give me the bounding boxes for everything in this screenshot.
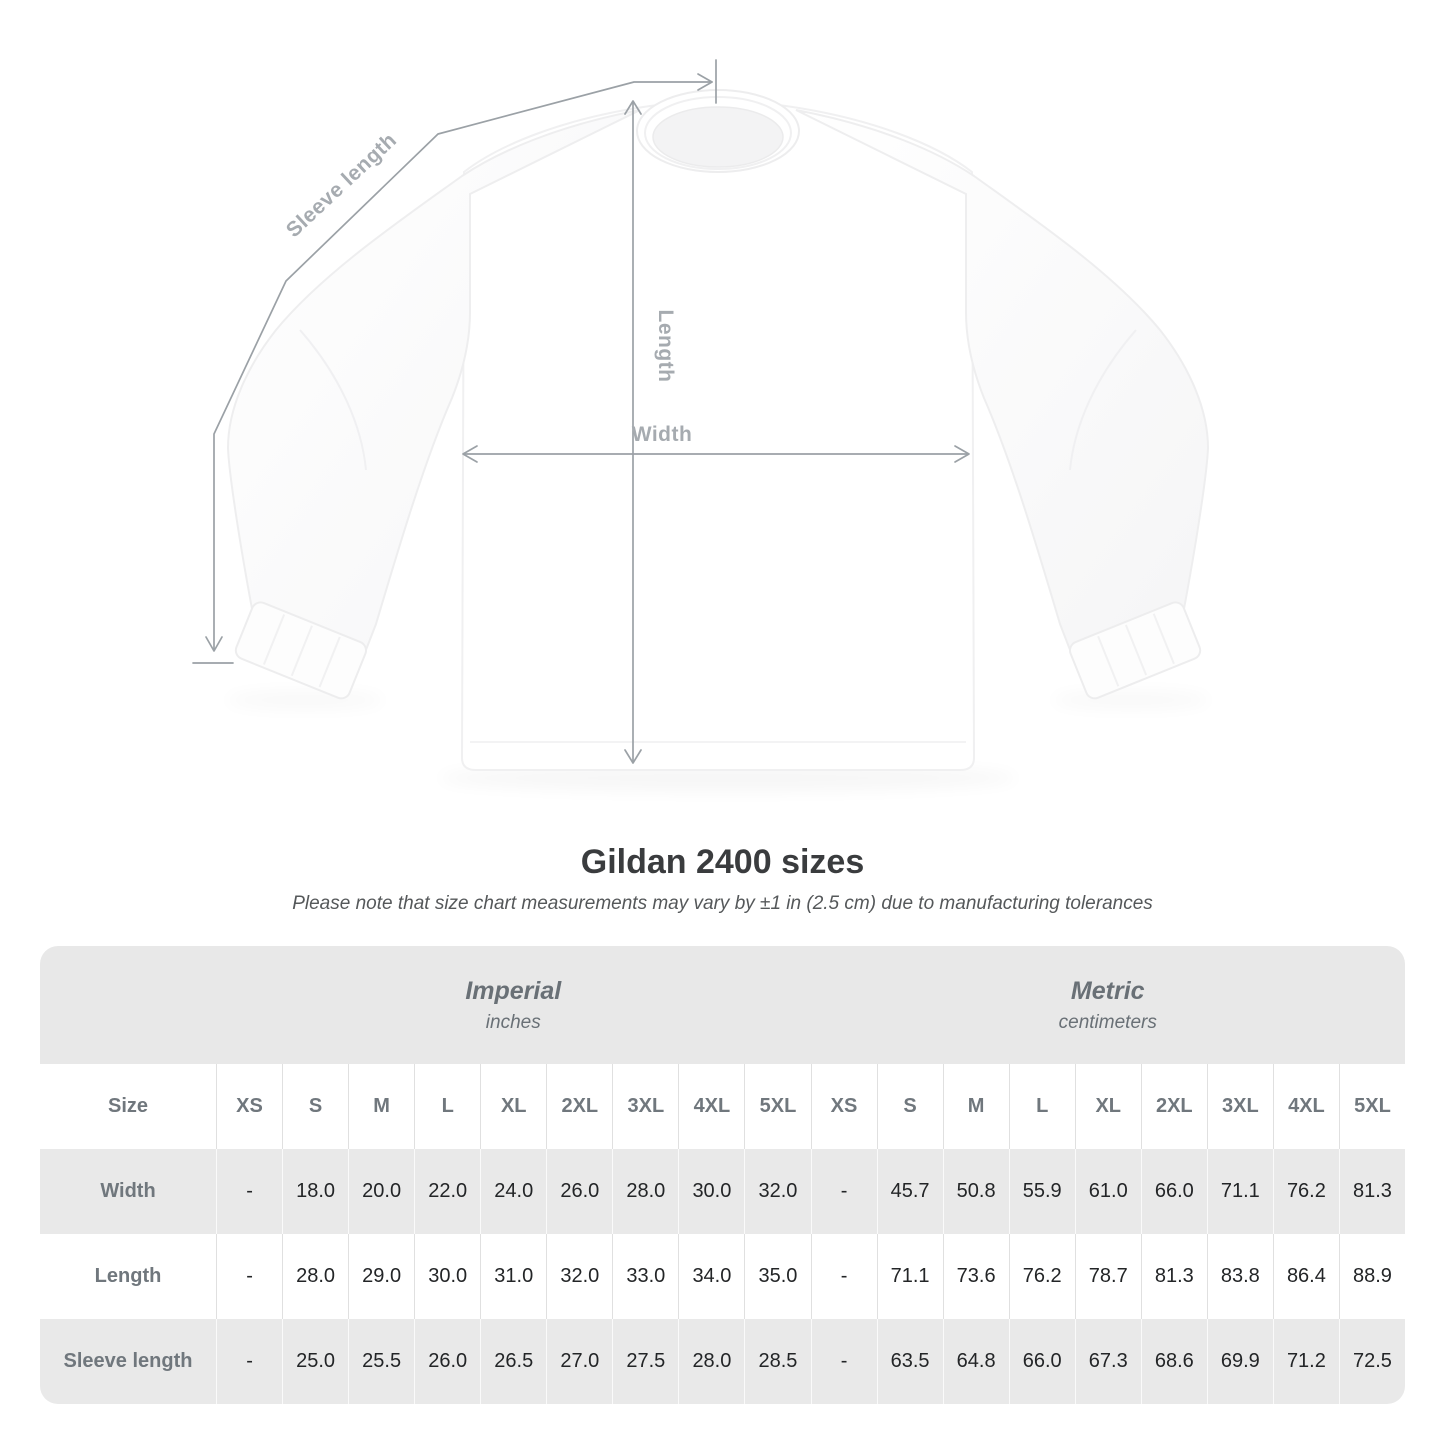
metric-value-cell: 66.0 <box>1009 1319 1075 1404</box>
imperial-value-cell: 27.0 <box>546 1319 612 1404</box>
row-label: Sleeve length <box>40 1319 216 1404</box>
table-group-header <box>40 946 1405 1064</box>
imperial-value-cell: 28.0 <box>678 1319 744 1404</box>
imperial-value-cell: 33.0 <box>612 1234 678 1319</box>
metric-value-cell: 66.0 <box>1141 1149 1207 1234</box>
metric-subtitle: centimeters <box>1058 1012 1157 1033</box>
imperial-value-cell: 32.0 <box>744 1149 810 1234</box>
size-column-header: Size <box>40 1064 216 1149</box>
imperial-value-cell: 26.0 <box>414 1319 480 1404</box>
metric-size-header: XL <box>1075 1064 1141 1149</box>
metric-value-cell: 88.9 <box>1339 1234 1405 1319</box>
metric-value-cell: 61.0 <box>1075 1149 1141 1234</box>
metric-value-cell: 67.3 <box>1075 1319 1141 1404</box>
metric-value-cell: 71.1 <box>877 1234 943 1319</box>
metric-value-cell: 78.7 <box>1075 1234 1141 1319</box>
imperial-size-header: 3XL <box>612 1064 678 1149</box>
metric-value-cell: 64.8 <box>943 1319 1009 1404</box>
metric-value-cell: 83.8 <box>1207 1234 1273 1319</box>
metric-size-header: 5XL <box>1339 1064 1405 1149</box>
row-label: Length <box>40 1234 216 1319</box>
imperial-title: Imperial <box>465 977 562 1005</box>
length-label: Length <box>654 309 677 383</box>
page-title: Gildan 2400 sizes <box>580 843 865 881</box>
metric-value-cell: 76.2 <box>1009 1234 1075 1319</box>
size-table-grid <box>40 1064 1405 1404</box>
metric-value-cell: 81.3 <box>1141 1234 1207 1319</box>
imperial-value-cell: 34.0 <box>678 1234 744 1319</box>
imperial-value-cell: 25.0 <box>282 1319 348 1404</box>
imperial-value-cell: 27.5 <box>612 1319 678 1404</box>
metric-size-header: XS <box>811 1064 877 1149</box>
imperial-value-cell: 30.0 <box>414 1234 480 1319</box>
metric-value-cell: 86.4 <box>1273 1234 1339 1319</box>
collar-opening <box>653 107 783 167</box>
metric-value-cell: 73.6 <box>943 1234 1009 1319</box>
size-table <box>40 946 1405 1404</box>
metric-value-cell: - <box>811 1234 877 1319</box>
imperial-value-cell: 30.0 <box>678 1149 744 1234</box>
metric-size-header: 3XL <box>1207 1064 1273 1149</box>
sleeve-length-label: Sleeve length <box>281 128 402 243</box>
metric-size-header: M <box>943 1064 1009 1149</box>
imperial-value-cell: 35.0 <box>744 1234 810 1319</box>
metric-size-header: 2XL <box>1141 1064 1207 1149</box>
imperial-value-cell: 32.0 <box>546 1234 612 1319</box>
left-cuff-shadow <box>225 690 385 710</box>
imperial-value-cell: - <box>216 1319 282 1404</box>
metric-group-header <box>811 946 1406 1064</box>
imperial-value-cell: 28.0 <box>612 1149 678 1234</box>
imperial-value-cell: - <box>216 1149 282 1234</box>
imperial-subtitle: inches <box>485 1012 541 1033</box>
imperial-value-cell: - <box>216 1234 282 1319</box>
imperial-size-header: 5XL <box>744 1064 810 1149</box>
metric-size-header: S <box>877 1064 943 1149</box>
imperial-value-cell: 20.0 <box>348 1149 414 1234</box>
imperial-size-header: 4XL <box>678 1064 744 1149</box>
imperial-value-cell: 24.0 <box>480 1149 546 1234</box>
width-label: Width <box>631 423 693 446</box>
metric-title: Metric <box>1070 977 1145 1005</box>
right-cuff-shadow <box>1051 690 1211 710</box>
imperial-value-cell: 29.0 <box>348 1234 414 1319</box>
metric-value-cell: 69.9 <box>1207 1319 1273 1404</box>
imperial-size-header: XL <box>480 1064 546 1149</box>
metric-value-cell: 71.2 <box>1273 1319 1339 1404</box>
page-subtitle: Please note that size chart measurements may vary by ±1 in (2.5 cm) due to manufacturing tolerances <box>292 893 1153 914</box>
row-label: Width <box>40 1149 216 1234</box>
metric-value-cell: 81.3 <box>1339 1149 1405 1234</box>
imperial-size-header: L <box>414 1064 480 1149</box>
imperial-group-header <box>216 946 811 1064</box>
metric-size-header: 4XL <box>1273 1064 1339 1149</box>
imperial-value-cell: 25.5 <box>348 1319 414 1404</box>
metric-size-header: L <box>1009 1064 1075 1149</box>
imperial-size-header: 2XL <box>546 1064 612 1149</box>
imperial-value-cell: 31.0 <box>480 1234 546 1319</box>
imperial-value-cell: 26.0 <box>546 1149 612 1234</box>
imperial-size-header: XS <box>216 1064 282 1149</box>
imperial-value-cell: 28.0 <box>282 1234 348 1319</box>
metric-value-cell: 50.8 <box>943 1149 1009 1234</box>
imperial-size-header: S <box>282 1064 348 1149</box>
metric-value-cell: 63.5 <box>877 1319 943 1404</box>
metric-value-cell: 72.5 <box>1339 1319 1405 1404</box>
metric-value-cell: 45.7 <box>877 1149 943 1234</box>
imperial-value-cell: 22.0 <box>414 1149 480 1234</box>
metric-value-cell: 76.2 <box>1273 1149 1339 1234</box>
metric-value-cell: 71.1 <box>1207 1149 1273 1234</box>
metric-value-cell: - <box>811 1149 877 1234</box>
imperial-value-cell: 26.5 <box>480 1319 546 1404</box>
imperial-value-cell: 18.0 <box>282 1149 348 1234</box>
metric-value-cell: - <box>811 1319 877 1404</box>
imperial-value-cell: 28.5 <box>744 1319 810 1404</box>
metric-value-cell: 68.6 <box>1141 1319 1207 1404</box>
metric-value-cell: 55.9 <box>1009 1149 1075 1234</box>
imperial-size-header: M <box>348 1064 414 1149</box>
shirt-body <box>462 102 974 771</box>
